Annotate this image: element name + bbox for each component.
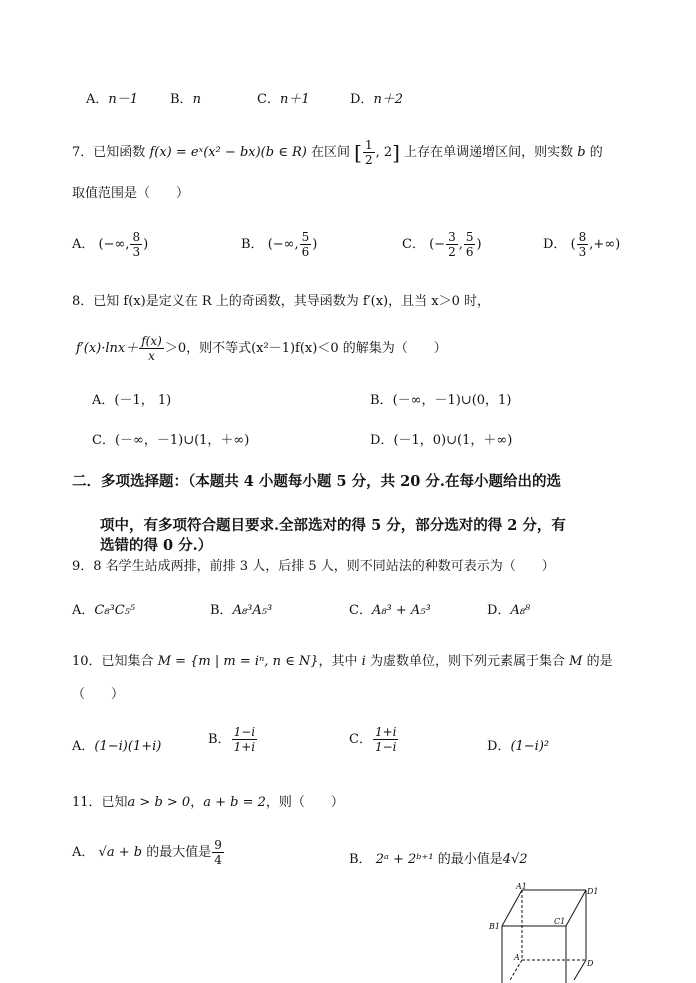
q9-option-c: C．A₈³ + A₅³: [349, 603, 431, 618]
q8-stem-line2: f′(x)·lnx＋ $\frac{f(x)}{x}$ ＞0，则不等式(x²－1)f(x)＜0 的解集为（ ）: [76, 334, 447, 363]
q8-stem: 8．已知 f(x)是定义在 R 上的奇函数，其导函数为 f′(x)，且当 x＞0 时，: [72, 294, 490, 309]
cube-hidden-edge: [510, 960, 522, 980]
q6-option-b: B．n: [170, 92, 201, 107]
q7-stem: 7．已知函数 f(x) = eˣ(x² − bx)(b ∈ R) 在区间 [ $\frac{1}{2}$ , 2] 上存在单调递增区间，则实数 b 的: [72, 138, 603, 167]
q9-option-a: A．C₈³C₅⁵: [72, 603, 136, 618]
cube-edge: [566, 890, 586, 926]
q7-option-d: D． ( $\frac{8}{3}$ ,+∞): [543, 230, 621, 259]
q11-option-a: A． √a + b 的最大值是 $\frac{9}{4}$: [72, 838, 222, 867]
cube-diagram: [480, 880, 600, 983]
q8-option-c: C．(－∞，－1)∪(1，＋∞): [92, 433, 250, 448]
q6-option-a: A．n－1: [86, 92, 139, 107]
q10-option-d: D．(1−i)²: [487, 739, 550, 754]
cube-label-a: A: [514, 953, 520, 962]
cube-label-a1: A1: [516, 882, 527, 891]
q10-option-b: B． $\frac{1-i}{1+i}$: [208, 725, 256, 754]
q7-option-c: C． (− $\frac{3}{2}$ , $\frac{5}{6}$ ): [402, 230, 482, 259]
q11-stem: 11．已知a > b > 0，a + b = 2，则（ ）: [72, 795, 344, 810]
q10-option-c: C． $\frac{1+i}{1-i}$: [349, 725, 397, 754]
cube-label-b1: B1: [489, 922, 500, 931]
q9-option-d: D．A₈⁸: [487, 603, 531, 618]
q9-stem: 9．8 名学生站成两排，前排 3 人，后排 5 人，则不同站法的种数可表示为（ ）: [72, 559, 555, 574]
q7-stem-line2: 取值范围是（ ）: [72, 186, 190, 201]
q7-option-a: A． (−∞, $\frac{8}{3}$ ): [72, 230, 149, 259]
cube-label-d: D: [587, 959, 594, 968]
q8-option-a: A．(－1， 1): [92, 393, 172, 408]
q10-stem: 10．已知集合 M = {m | m = iⁿ, n ∈ N}，其中 i 为虚数单位，则下列元素属于集合 M 的是: [72, 654, 613, 669]
q6-option-c: C．n＋1: [257, 92, 310, 107]
cube-label-c1: C1: [554, 917, 566, 926]
q7-option-b: B． (−∞, $\frac{5}{6}$ ): [241, 230, 318, 259]
cube-edge: [574, 960, 586, 980]
cube-edge: [502, 890, 522, 926]
q8-option-b: B．(－∞，－1)∪(0，1): [370, 393, 512, 408]
q10-stem-line2: （ ）: [72, 687, 125, 702]
q8-option-d: D．(－1，0)∪(1，＋∞): [370, 433, 513, 448]
cube-label-d1: D1: [587, 887, 599, 896]
q6-option-d: D．n＋2: [350, 92, 404, 107]
q10-option-a: A．(1−i)(1+i): [72, 739, 162, 754]
q11-option-b: B． 2ᵃ + 2ᵇ⁺¹ 的最小值是4√2: [349, 852, 528, 867]
section-heading-line3: 选错的得 0 分.）: [100, 537, 213, 554]
section-heading-line2: 项中，有多项符合题目要求.全部选对的得 5 分，部分选对的得 2 分，有: [100, 517, 566, 534]
q9-option-b: B．A₈³A₅³: [210, 603, 273, 618]
section-heading: 二．多项选择题：（本题共 4 小题每小题 5 分，共 20 分.在每小题给出的选: [72, 473, 561, 490]
